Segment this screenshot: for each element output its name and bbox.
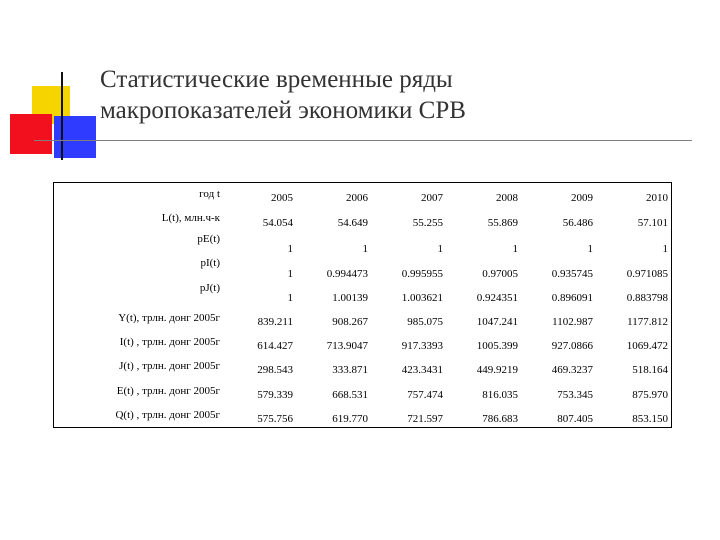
table-cell: 55.869 bbox=[487, 216, 518, 229]
table-cell: 423.3431 bbox=[401, 364, 443, 377]
table-cell: 54.649 bbox=[337, 216, 368, 229]
slide-title: Статистические временные ряды макропоказателей экономики СРВ bbox=[100, 66, 466, 124]
table-cell: 0.97005 bbox=[482, 267, 518, 280]
table-cell: 985.075 bbox=[407, 316, 443, 329]
table-cell: 908.267 bbox=[332, 316, 368, 329]
row-label: pE(t) bbox=[197, 233, 220, 246]
table-cell: 2008 bbox=[496, 191, 518, 204]
table-row bbox=[54, 282, 672, 306]
table-cell: 298.543 bbox=[257, 364, 293, 377]
table-cell: 1 bbox=[362, 243, 368, 256]
decor-vertical-line bbox=[61, 72, 63, 160]
row-label: pJ(t) bbox=[199, 281, 220, 294]
table-row bbox=[54, 183, 672, 212]
table-cell: 0.896091 bbox=[551, 291, 593, 304]
table-cell: 469.3237 bbox=[551, 364, 593, 377]
table-cell: 0.924351 bbox=[476, 291, 518, 304]
table-cell: 2007 bbox=[421, 191, 443, 204]
table-cell: 55.255 bbox=[412, 216, 443, 229]
table-cell: 1177.812 bbox=[627, 316, 668, 329]
table-cell: 333.871 bbox=[332, 364, 368, 377]
row-label: pI(t) bbox=[200, 257, 220, 270]
row-label: L(t), млн.ч-к bbox=[161, 212, 220, 225]
table-cell: 1 bbox=[287, 267, 293, 280]
table-cell: 753.345 bbox=[557, 388, 593, 401]
table-cell: 839.211 bbox=[257, 316, 293, 329]
table-cell: 614.427 bbox=[257, 340, 293, 353]
table-row bbox=[54, 233, 672, 257]
table-cell: 575.756 bbox=[257, 413, 293, 425]
table-cell: 619.770 bbox=[332, 413, 368, 425]
table-cell: 2010 bbox=[646, 191, 668, 204]
table-cell: 1102.987 bbox=[552, 316, 593, 329]
table-cell: 807.405 bbox=[557, 413, 593, 425]
row-label: J(t) , трлн. донг 2005г bbox=[119, 360, 220, 373]
table-cell: 518.164 bbox=[632, 364, 668, 377]
row-label: год t bbox=[199, 188, 220, 200]
title-underline bbox=[34, 140, 692, 141]
row-label: Y(t), трлн. донг 2005г bbox=[118, 311, 220, 324]
table-row bbox=[54, 354, 672, 378]
table-cell: 0.995955 bbox=[401, 267, 443, 280]
table-cell: 1 bbox=[512, 243, 518, 256]
table-row bbox=[54, 403, 672, 427]
table-cell: 853.150 bbox=[632, 413, 668, 425]
table-cell: 713.9047 bbox=[326, 340, 368, 353]
table-row bbox=[54, 378, 672, 402]
table-cell: 2006 bbox=[346, 191, 368, 204]
table-row bbox=[54, 212, 672, 233]
table-cell: 1 bbox=[587, 243, 593, 256]
table-cell: 1 bbox=[287, 243, 293, 256]
table-cell: 1 bbox=[662, 243, 668, 256]
table-cell: 1.003621 bbox=[401, 291, 443, 304]
table-cell: 927.0866 bbox=[551, 340, 593, 353]
decor-red-square bbox=[10, 114, 52, 154]
row-label: Q(t) , трлн. донг 2005г bbox=[115, 408, 220, 421]
table-row bbox=[54, 330, 672, 354]
table-cell: 816.035 bbox=[482, 388, 518, 401]
row-label: E(t) , трлн. донг 2005г bbox=[116, 384, 220, 397]
table-cell: 875.970 bbox=[632, 388, 668, 401]
table-cell: 57.101 bbox=[637, 216, 668, 229]
table-cell: 1069.472 bbox=[626, 340, 668, 353]
table-cell: 721.597 bbox=[407, 413, 443, 425]
table-cell: 449.9219 bbox=[476, 364, 518, 377]
data-table bbox=[53, 182, 672, 428]
table-cell: 668.531 bbox=[332, 388, 368, 401]
table-cell: 579.339 bbox=[257, 388, 293, 401]
row-label: I(t) , трлн. донг 2005г bbox=[119, 336, 220, 349]
table-cell: 2005 bbox=[271, 191, 293, 204]
table-cell: 56.486 bbox=[562, 216, 593, 229]
table-cell: 757.474 bbox=[407, 388, 443, 401]
table-cell: 0.971085 bbox=[626, 267, 668, 280]
table-cell: 1.00139 bbox=[332, 291, 368, 304]
table-cell: 1047.241 bbox=[476, 316, 518, 329]
table-cell: 0.883798 bbox=[626, 291, 668, 304]
table-cell: 1 bbox=[437, 243, 443, 256]
table-cell: 1 bbox=[287, 291, 293, 304]
table-cell: 917.3393 bbox=[401, 340, 443, 353]
table-row bbox=[54, 306, 672, 330]
table-cell: 0.994473 bbox=[326, 267, 368, 280]
table-cell: 1005.399 bbox=[476, 340, 518, 353]
table-cell: 54.054 bbox=[262, 216, 293, 229]
table-cell: 2009 bbox=[571, 191, 593, 204]
table-row bbox=[54, 257, 672, 281]
table-cell: 0.935745 bbox=[551, 267, 593, 280]
table-cell: 786.683 bbox=[482, 413, 518, 425]
